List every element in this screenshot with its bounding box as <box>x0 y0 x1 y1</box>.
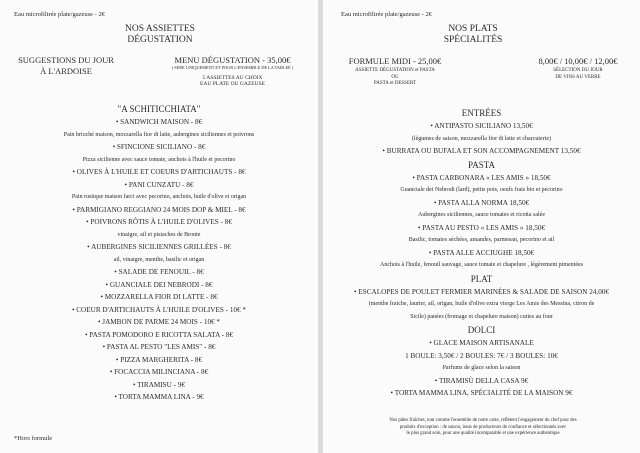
menu-item-description: Pain brioché maison, mozzarella fior di latte, aubergines siciliennes et poivrons <box>63 131 255 138</box>
menu-item: • JAMBON DE PARME 24 MOIS - 10€ * <box>97 318 221 326</box>
menu-choice-2: EAU PLATE OU GAZEUSE <box>200 81 265 87</box>
menu-item-description: Basilic, tomates séchées, amandes, parmesan, pecorino et ail <box>408 237 555 243</box>
menu-item: 1 BOULE: 3,50€ / 2 BOULES: 7€ / 3 BOULES: 10€ <box>405 351 558 360</box>
formule-line-3: PASTA et DESSERT <box>373 81 417 86</box>
title-line-1: NOS ASSIETTES <box>125 24 195 34</box>
menu-item: • SFINCIONE SICILIANO - 8€ <box>112 143 206 151</box>
menu-item: • POIVRONS RÔTIS À L'HUILE D'OLIVES - 8€ <box>86 218 232 226</box>
left-menu-page <box>0 0 318 453</box>
closing-note <box>333 418 633 438</box>
menu-item-description: Aubergines siciliennes, sauce tomates et ricotta salée <box>417 212 545 218</box>
menu-item-description: (menthe fraiche, laurier, ail, origan, huile d'olive extra vierge Les Amis des Messina, citron de <box>368 301 595 307</box>
page-title <box>110 24 210 46</box>
menu-item-description: Pizza sicilienne avec sauce tomate, anchois à l'huile et pecorino <box>82 156 236 163</box>
menu-item: • SANDWICH MAISON - 8€ <box>115 118 203 126</box>
wine-line-2: DE VINS AU VERRE <box>555 74 601 80</box>
menu-item: • TORTA MAMMA LINA - 9€ <box>114 393 204 401</box>
water-price: Eau microfiltrée plate/gazeuse - 2€ <box>14 11 105 18</box>
menu-item-description: (légumes de saison, mozzarella fior di latte et charcuterie) <box>411 135 552 142</box>
section-title: PLAT <box>470 273 493 284</box>
wine-selection <box>523 56 633 81</box>
section-title: PASTA <box>468 159 495 170</box>
closing-line-3: le plus grand soin, pour une qualité incomparable et une expérience authentique <box>406 431 560 436</box>
menu-item-description: Anchois à l'huile, fenouil sauvage, sauce tomate et chapelure , légèrement pimentées <box>379 262 583 268</box>
menu-item: • TIRAMISU - 9€ <box>132 380 186 389</box>
footnote: *Hors formule <box>14 435 53 442</box>
right-menu-page <box>323 0 640 453</box>
formule-line-2: OU <box>391 74 399 80</box>
title-line-1: NOS PLATS <box>448 24 498 34</box>
wine-line-1: SÉLECTION DU JOUR <box>553 68 603 73</box>
right-item-list <box>323 106 640 400</box>
closing-line-2: produits d'exception : de saison, issus de producteurs de confiance et sélectionnés avec <box>399 424 567 430</box>
menu-item-description: vinaigre, ail et pistaches de Bronte <box>117 231 201 238</box>
menu-item: • PANI CUNZATU - 8€ <box>124 180 194 189</box>
menu-item: • FOCACCIA MILINCIANA - 8€ <box>109 368 209 376</box>
section-title: DOLCI <box>467 325 496 335</box>
suggestions-line-1: SUGGESTIONS DU JOUR <box>18 55 114 65</box>
title-line-2: DÉGUSTATION <box>127 35 193 45</box>
formule-midi <box>335 56 455 88</box>
menu-item: • PIZZA MARGHERITA - 8€ <box>115 355 203 364</box>
menu-item: • PASTA ALLE ACCIUGHE 18,50€ <box>428 248 535 257</box>
menu-item: • PASTA POMODORO E RICOTTA SALATA - 8€ <box>84 330 234 339</box>
menu-degustation-title: MENU DÉGUSTATION - 35,00€ <box>174 55 291 65</box>
menu-item: • GLACE MAISON ARTISANALE <box>429 339 534 347</box>
menu-item: • MOZZARELLA FIOR DI LATTE - 8€ <box>100 293 218 301</box>
menu-item: • ANTIPASTO SICILIANO 13,50€ <box>430 122 533 130</box>
closing-line-1: Nos pâtes fraîches, tout comme l'ensemble de notre carte, reflètent l'engagement du chef pour des <box>389 418 577 423</box>
menu-item: • SALADE DE FENOUIL - 8€ <box>114 268 204 276</box>
menu-item: • PASTA AU PESTO « LES AMIS » 18,50€ <box>417 223 546 232</box>
page-title <box>423 24 523 46</box>
left-item-list <box>0 103 318 404</box>
formule-line-1: ASSIETTE DÉGUSTATION et PASTA <box>355 68 435 73</box>
wine-title: 8,00€ / 10,00€ / 12,00€ <box>538 56 618 66</box>
menu-item: • GUANCIALE DEI NEBRODI - 8€ <box>105 280 213 289</box>
menu-item: • TORTA MAMMA LINA, SPÉCIALITÉ DE LA MAISON 9€ <box>390 389 573 397</box>
menu-item: • PARMIGIANO REGGIANO 24 MOIS DOP & MIEL - 8€ <box>72 205 246 214</box>
suggestions-heading <box>6 55 126 77</box>
menu-item-description: Pain rustique maison farci avec pecorino, anchois, huile d'olive et origan <box>71 194 247 200</box>
menu-item: • AUBERGINES SICILIENNES GRILLÉES - 8€ <box>87 243 231 251</box>
menu-item: • ESCALOPES DE POULET FERMIER MARINÉES & SALADE DE SAISON 24,00€ <box>354 287 609 296</box>
suggestions-line-2: À L'ARDOISE <box>40 66 92 76</box>
menu-item: • PASTA ALLA NORMA 18,50€ <box>433 198 530 207</box>
menu-choice-1: 5 ASSIETTES AU CHOIX <box>202 74 263 81</box>
section-title: "A SCHITICCHIATA" <box>117 104 201 114</box>
menu-item: • COEUR D'ARTICHAUTS À L'HUILE D'OLIVES - 10€ * <box>71 305 247 314</box>
menu-item: • PASTA CARBONARA « LES AMIS » 18,50€ <box>412 173 551 182</box>
menu-item-description: ail, vinaigre, menthe, basilic et origan <box>113 256 205 263</box>
menu-degustation <box>160 55 305 88</box>
water-price: Eau microfiltrée plate/gazeuse - 2€ <box>341 11 432 18</box>
menu-item-description: Parfums de glace selon la saison <box>442 365 521 371</box>
section-title: ENTRÉES <box>461 108 502 118</box>
formule-title: FORMULE MIDI - 25,00€ <box>348 56 442 66</box>
title-line-2: SPÉCIALITÉS <box>443 35 503 45</box>
menu-item: • PASTA AL PESTO "LES AMIS" - 8€ <box>102 343 216 351</box>
menu-item: • OLIVES À L'HUILE ET COEURS D'ARTICHAUTS - 8€ <box>72 168 246 176</box>
menu-item-description: Sicile) panées (fromage et chapelure maison) cuites au four <box>410 313 553 320</box>
menu-degustation-note: ( SERE UNIQUEMENT ET POUR L'ENSEMBLE DE LA TABLEE ) <box>171 65 294 70</box>
menu-item: • TIRAMISÙ DELLA CASA 9€ <box>434 376 529 385</box>
menu-item-description: Guanciale dei Nebrodi (lard), petits pois, oeufs frais bio et pecorino <box>400 187 563 193</box>
menu-item: • BURRATA OU BUFALA ET SON ACCOMPAGNEMENT 13,50€ <box>382 147 581 155</box>
